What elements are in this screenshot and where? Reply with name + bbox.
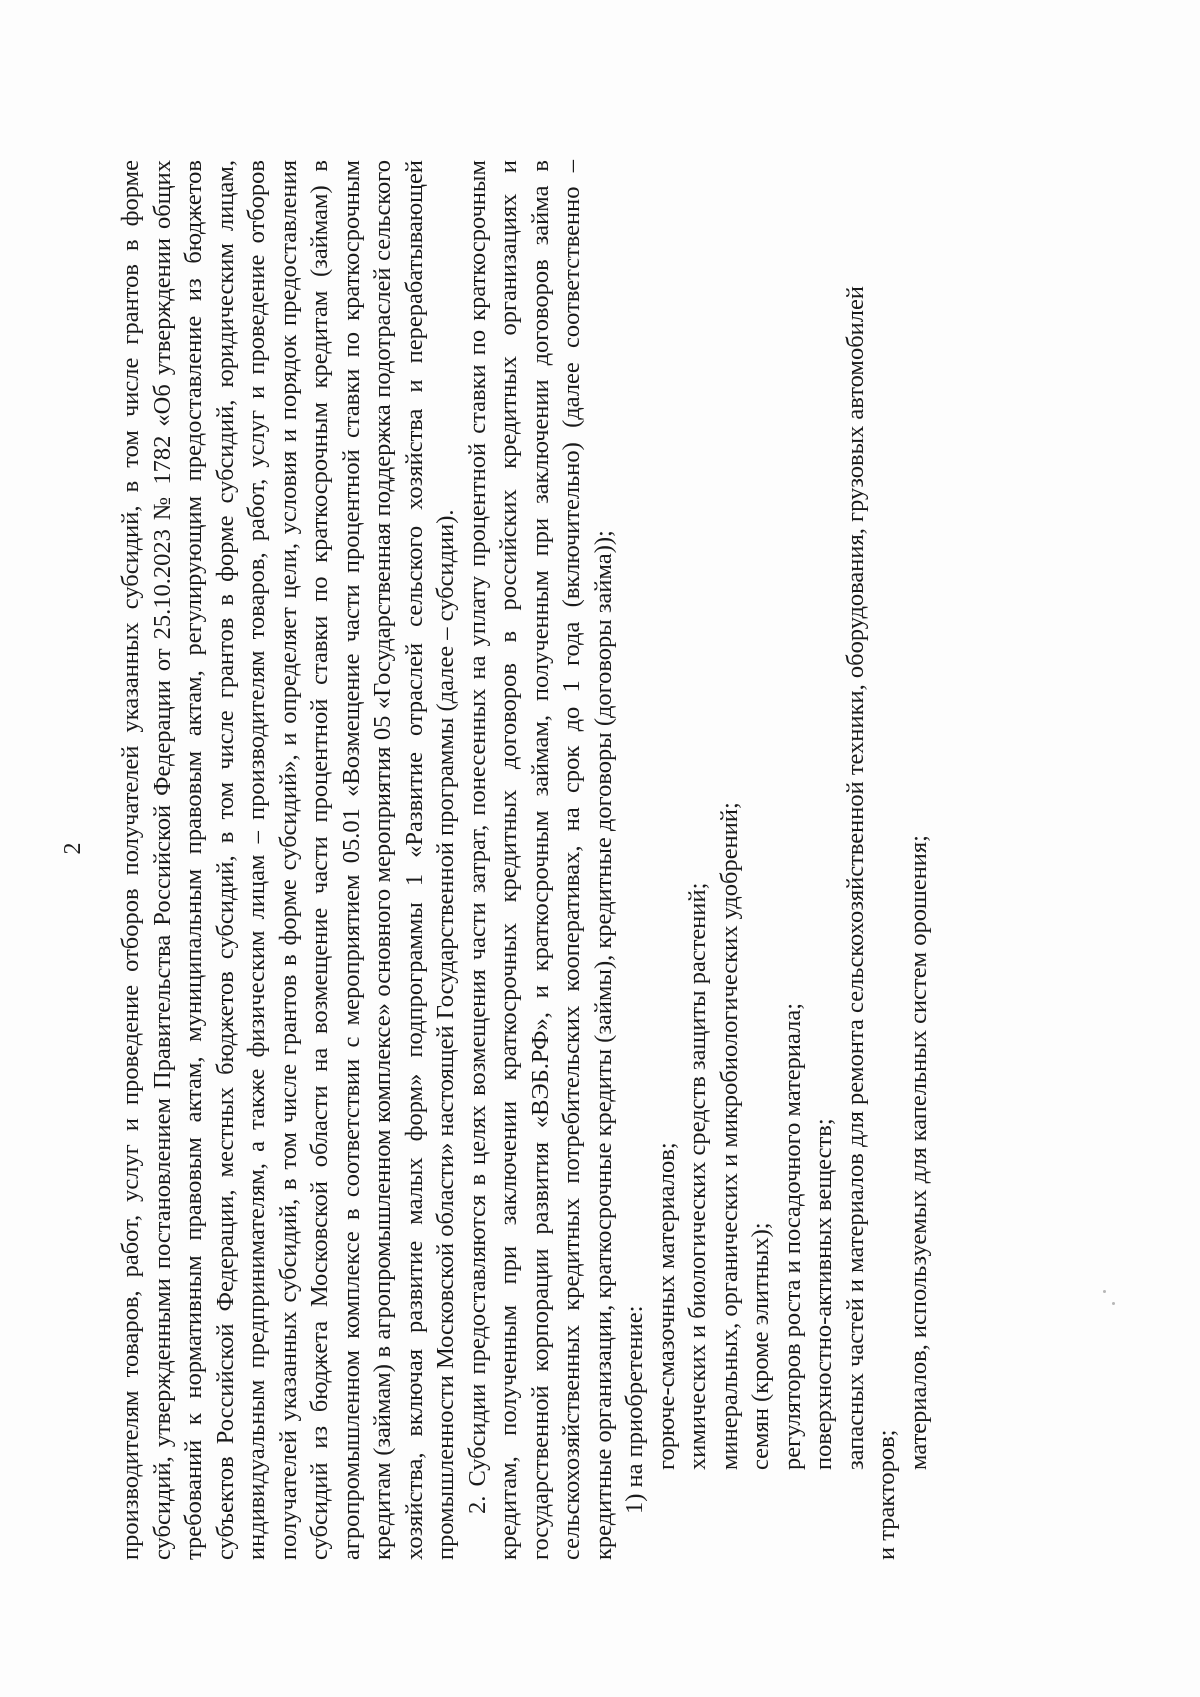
- scan-speck: [1103, 1290, 1106, 1293]
- list-item-final: материалов, используемых для капельных систем орошения;: [904, 835, 932, 1470]
- list-item: горюче-смазочных материалов;: [652, 1142, 680, 1470]
- page-number: 2: [60, 842, 86, 855]
- document-body: [115, 160, 1105, 1560]
- paragraph-2: 2. Субсидии предоставляются в целях возмещения части затрат, понесенных на уплату процентной ставки по краткосрочным кредитам, полученным при заключении краткосрочных кредитных договоров в российских кредитных организациях и государственной корпорации развития «ВЭБ.РФ», и краткосрочным займам, полученным при заключении договоров займа в сельскохозяйственных кредитных потребительских кооперативах, на срок до 1 года (включительно) (далее соответственно – кредитные организации, краткосрочные кредиты (займы), кредитные договоры (договоры займа));: [463, 160, 617, 1560]
- list-item: поверхностно-активных веществ;: [810, 1118, 837, 1470]
- list-item-long: запасных частей и материалов для ремонта сельскохозяйственной техники, оборудования, грузовых автомобилей: [841, 286, 869, 1470]
- list-item-long-continuation: и тракторов;: [873, 1429, 900, 1560]
- list-intro: 1) на приобретение:: [621, 1305, 648, 1514]
- list-item: химических и биологических средств защиты растений;: [684, 882, 711, 1470]
- paragraph-continuation: производителям товаров, работ, услуг и проведение отборов получателей указанных субсидий, в том числе грантов в форме субсидий, утвержденными постановлением Правительства Российской Федерации от 25.10.2023 № 1782 «Об утверждении общих требований к нормативным правовым актам, муниципальным правовым актам, регулирующим предоставление из бюджетов субъектов Российской Федерации, местных бюджетов субсидий, в том числе грантов в форме субсидий, юридическим лицам, индивидуальным предпринимателям, а также физическим лицам – производителям товаров, работ, услуг и проведение отборов получателей указанных субсидий, в том числе грантов в форме субсидий», и определяет цели, условия и порядок предоставления субсидий из бюджета Московской области на возмещение части процентной ставки по краткосрочным кредитам (займам) в агропромышленном комплексе в соответствии с мероприятием 05.01 «Возмещение части процентной ставки по краткосрочным кредитам (займам) в агропромышленном комплексе» основного мероприятия 05 «Государственная поддержка подотраслей сельского хозяйства, включая развитие малых форм» подпрограммы 1 «Развитие отраслей сельского хозяйства и перерабатывающей промышленности Московской области» настоящей Государственной программы (далее – субсидии).: [117, 160, 459, 1560]
- list-item: регуляторов роста и посадочного материала;: [778, 1002, 806, 1470]
- list-item: минеральных, органических и микробиологических удобрений;: [715, 802, 743, 1470]
- scan-speck: [1112, 1302, 1115, 1305]
- list-item: семян (кроме элитных);: [747, 1222, 774, 1470]
